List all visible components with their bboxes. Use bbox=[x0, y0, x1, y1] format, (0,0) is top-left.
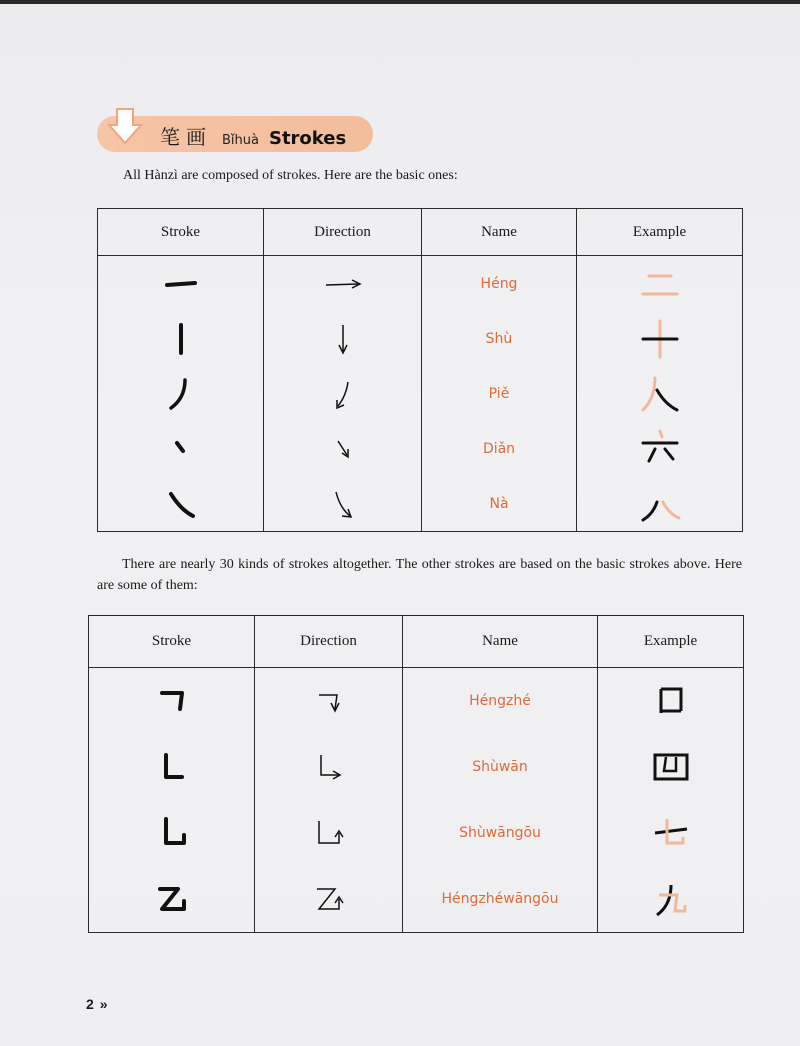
direction-glyph bbox=[255, 866, 403, 933]
example-character bbox=[577, 311, 743, 366]
basic-strokes-intro: All Hànzì are composed of strokes. Here are the basic ones: bbox=[123, 168, 458, 183]
column-header-name: Name bbox=[403, 616, 598, 668]
other-strokes-intro: There are nearly 30 kinds of strokes altogether. The other strokes are based on the basic strokes above. Here are some of them: bbox=[97, 557, 742, 593]
stroke-name: Shù bbox=[422, 311, 577, 366]
example-character bbox=[577, 421, 743, 476]
stroke-glyph bbox=[89, 800, 255, 866]
stroke-name: Héngzhéwāngōu bbox=[403, 866, 598, 933]
stroke-name: Shùwāngōu bbox=[403, 800, 598, 866]
stroke-name: Héng bbox=[422, 256, 577, 312]
example-character bbox=[577, 366, 743, 421]
column-header-example: Example bbox=[598, 616, 744, 668]
direction-glyph bbox=[264, 311, 422, 366]
table-header-row bbox=[89, 616, 744, 668]
top-edge bbox=[0, 0, 800, 4]
stroke-glyph bbox=[98, 421, 264, 476]
column-header-name: Name bbox=[422, 209, 577, 256]
stroke-glyph bbox=[98, 476, 264, 532]
stroke-glyph bbox=[98, 311, 264, 366]
stroke-glyph bbox=[98, 256, 264, 312]
example-character bbox=[598, 668, 744, 735]
example-character bbox=[598, 734, 744, 800]
stroke-glyph bbox=[98, 366, 264, 421]
table-row bbox=[98, 366, 743, 421]
stroke-name: Héngzhé bbox=[403, 668, 598, 735]
stroke-glyph bbox=[89, 668, 255, 735]
direction-glyph bbox=[255, 734, 403, 800]
table-row bbox=[98, 476, 743, 532]
stroke-name: Nà bbox=[422, 476, 577, 532]
table-header-row bbox=[98, 209, 743, 256]
page-footer bbox=[86, 996, 108, 1012]
table-row bbox=[89, 668, 744, 735]
table-row bbox=[89, 866, 744, 933]
table-row bbox=[89, 800, 744, 866]
compound-strokes-table bbox=[88, 615, 744, 933]
example-character bbox=[598, 800, 744, 866]
direction-glyph bbox=[264, 366, 422, 421]
example-character bbox=[577, 476, 743, 532]
stroke-name: Shùwān bbox=[403, 734, 598, 800]
direction-glyph bbox=[264, 256, 422, 312]
direction-glyph bbox=[255, 800, 403, 866]
section-title-chinese: 笔画 bbox=[160, 125, 212, 149]
direction-glyph bbox=[255, 668, 403, 735]
section-title-english: Strokes bbox=[268, 128, 347, 149]
page-number: 2 bbox=[86, 996, 94, 1012]
table-row bbox=[98, 256, 743, 312]
table-row bbox=[89, 734, 744, 800]
column-header-stroke: Stroke bbox=[98, 209, 264, 256]
section-title bbox=[160, 121, 346, 147]
basic-strokes-table bbox=[97, 208, 743, 532]
stroke-glyph bbox=[89, 866, 255, 933]
example-character bbox=[577, 256, 743, 312]
column-header-direction: Direction bbox=[264, 209, 422, 256]
down-arrow-icon bbox=[107, 107, 143, 147]
double-chevron-icon: » bbox=[99, 996, 108, 1012]
direction-glyph bbox=[264, 476, 422, 532]
stroke-name: Piě bbox=[422, 366, 577, 421]
stroke-glyph bbox=[89, 734, 255, 800]
section-title-pinyin: Bǐhuà bbox=[222, 133, 259, 148]
direction-glyph bbox=[264, 421, 422, 476]
table-row bbox=[98, 311, 743, 366]
table-row bbox=[98, 421, 743, 476]
stroke-name: Diǎn bbox=[422, 421, 577, 476]
example-character bbox=[598, 866, 744, 933]
column-header-stroke: Stroke bbox=[89, 616, 255, 668]
column-header-example: Example bbox=[577, 209, 743, 256]
column-header-direction: Direction bbox=[255, 616, 403, 668]
